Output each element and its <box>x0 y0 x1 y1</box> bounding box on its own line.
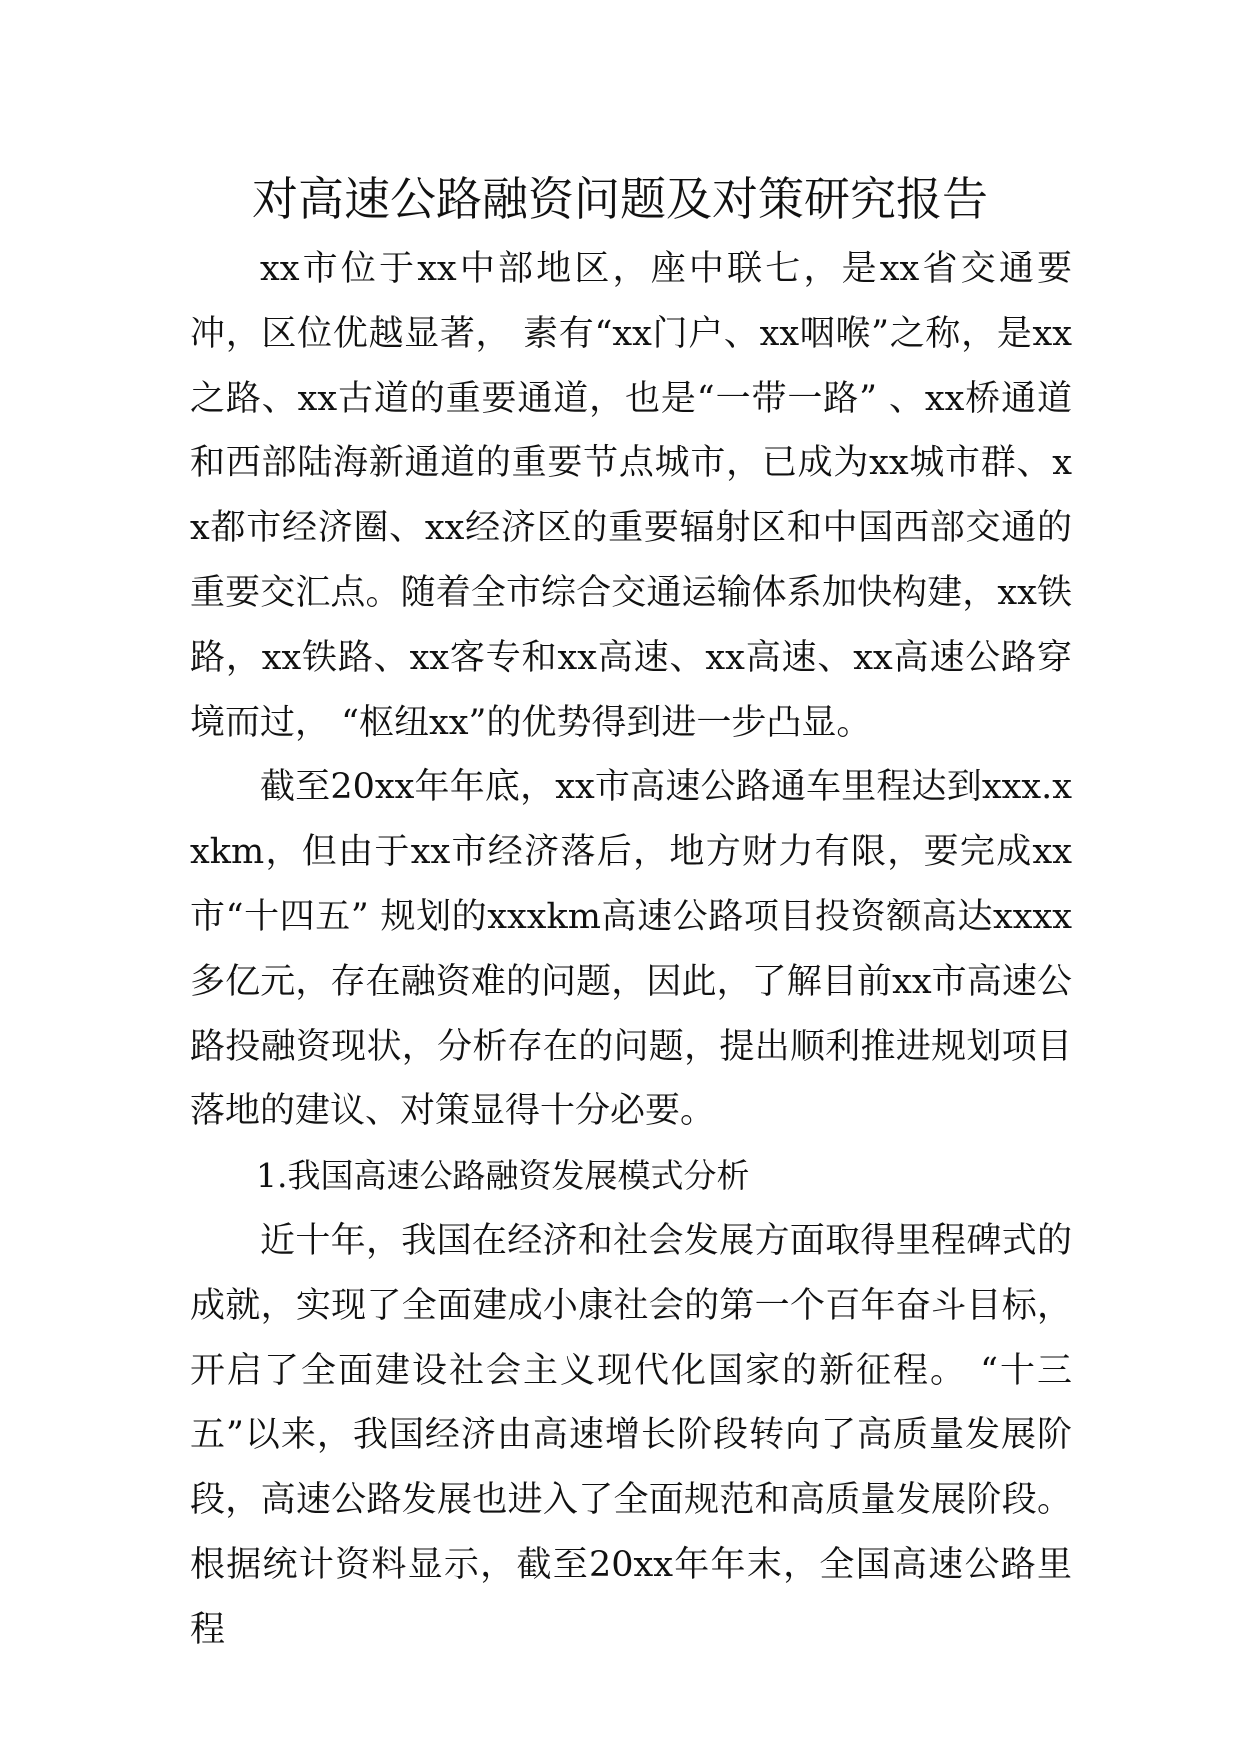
document-body <box>190 237 1072 1663</box>
body-paragraph: 截至20xx年年底，xx市高速公路通车里程达到xxx.xxkm，但由于xx市经济落后，地方财力有限，要完成xx市“十四五” 规划的xxxkm高速公路项目投资额高达xxxx多亿元，存在融资难的问题，因此，了解目前xx市高速公路投融资现状，分析存在的问题，提出顺利推进规划项目落地的建议、对策显得十分必要。 <box>190 767 1072 1132</box>
body-paragraph: xx市位于xx中部地区，座中联七，是xx省交通要冲，区位优越显著， 素有“xx门户、xx咽喉”之称，是xx之路、xx古道的重要通道，也是“一带一路” 、xx桥通道和西部陆海新通道的重要节点城市，已成为xx城市群、xx都市经济圈、xx经济区的重要辐射区和中国西部交通的重要交汇点。随着全市综合交通运输体系加快构建，xx铁路，xx铁路、xx客专和xx高速、xx高速、xx高速公路穿境而过， “枢纽xx”的优势得到进一步凸显。 <box>190 249 1072 743</box>
document-title: 对高速公路融资问题及对策研究报告 <box>252 172 988 226</box>
body-paragraph: 近十年，我国在经济和社会发展方面取得里程碑式的成就，实现了全面建成小康社会的第一个百年奋斗目标，开启了全面建设社会主义现代化国家的新征程。 “十三五”以来，我国经济由高速增长阶段转向了高质量发展阶段，高速公路发展也进入了全面规范和高质量发展阶段。根据统计资料显示，截至20xx年年末，全国高速公路里程 <box>190 1220 1072 1650</box>
section-heading: 1.我国高速公路融资发展模式分析 <box>256 1156 750 1196</box>
